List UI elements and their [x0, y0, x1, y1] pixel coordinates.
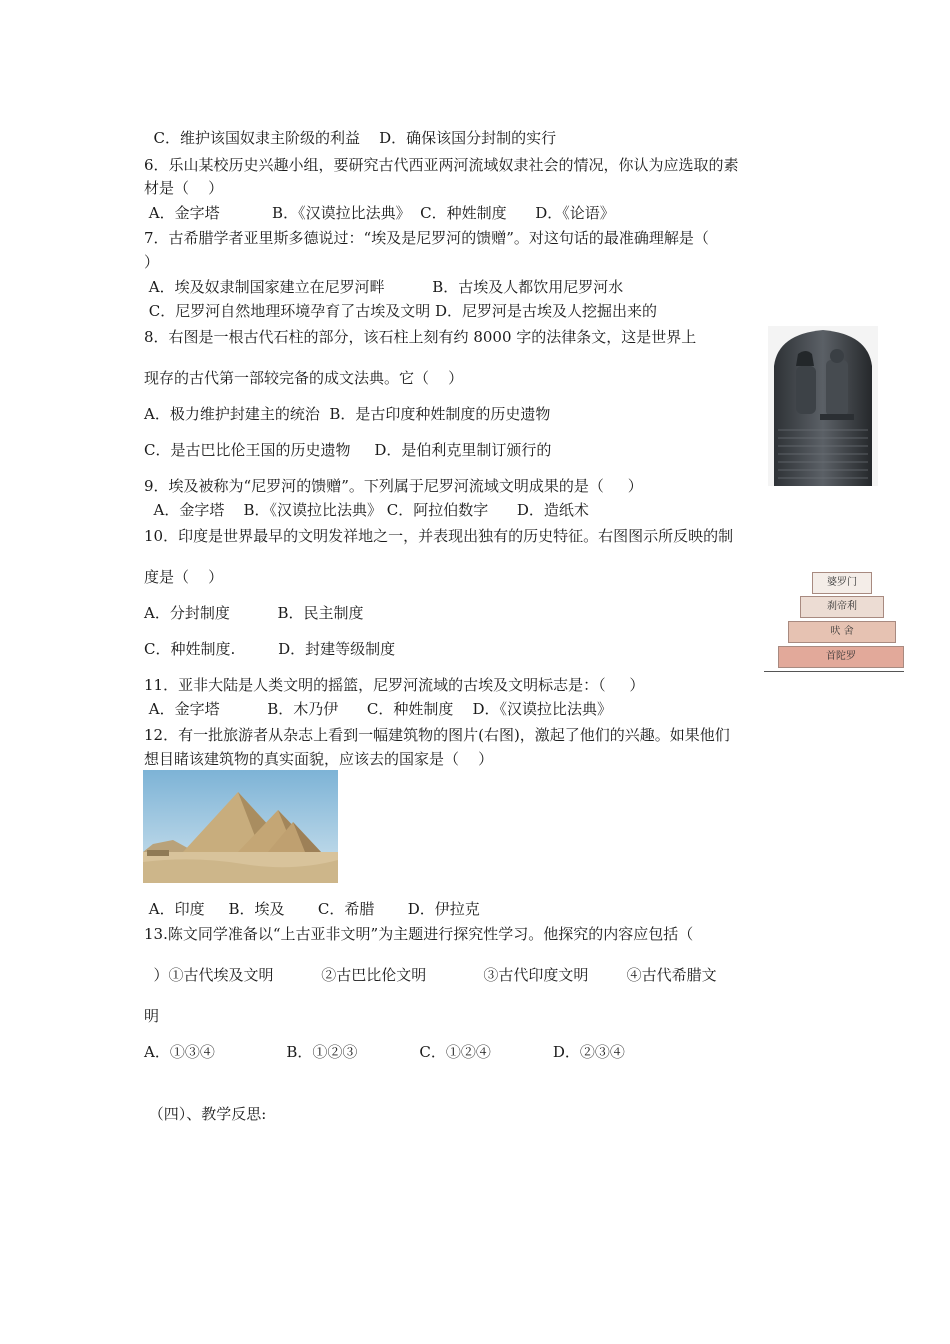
question-11: 11．亚非大陆是人类文明的摇篮，尼罗河流域的古埃及文明标志是：（ ） — [144, 676, 645, 694]
text-line: 度是（ ） — [144, 568, 224, 586]
caste-level: 刹帝利 — [800, 596, 884, 618]
caste-diagram — [764, 572, 904, 674]
question-9: 9．埃及被称为“尼罗河的馈赠”。下列属于尼罗河流域文明成果的是（ ） — [144, 477, 643, 495]
question-7: 7．古希腊学者亚里斯多德说过：“埃及是尼罗河的馈赠”。对这句话的最准确理解是（ — [144, 229, 709, 247]
section-heading: （四）、教学反思: — [144, 1105, 267, 1123]
question-7-options: C．尼罗河自然地理环境孕育了古埃及文明 D．尼罗河是古埃及人挖掘出来的 — [144, 302, 658, 320]
text-line: 明 — [144, 1007, 160, 1025]
ground-line — [764, 671, 904, 672]
text-line: 想目睹该建筑物的真实面貌，应该去的国家是（ ） — [144, 750, 494, 768]
question-11-options: A．金字塔 B．木乃伊 C．种姓制度 D．《汉谟拉比法典》 — [144, 700, 612, 718]
text-line: ） — [144, 253, 160, 271]
question-10-options: A．分封制度 B．民主制度 — [144, 604, 364, 622]
question-8-options: A．极力维护封建主的统治 B．是古印度种姓制度的历史遗物 — [144, 405, 551, 423]
question-9-options: A．金字塔 B．《汉谟拉比法典》 C．阿拉伯数字 D．造纸术 — [144, 501, 589, 519]
question-8-options: C．是古巴比伦王国的历史遗物 D．是伯利克里制订颁行的 — [144, 441, 552, 459]
caste-level: 婆罗门 — [812, 572, 872, 594]
question-8: 8．右图是一根古代石柱的部分，该石柱上刻有约 8000 字的法律条文，这是世界上 — [144, 328, 697, 346]
question-7-options: A．埃及奴隶制国家建立在尼罗河畔 B．古埃及人都饮用尼罗河水 — [144, 278, 624, 296]
question-12-options: A．印度 B．埃及 C．希腊 D．伊拉克 — [144, 900, 480, 918]
question-6: 6．乐山某校历史兴趣小组，要研究古代西亚两河流域奴隶社会的情况，你认为应选取的素 — [144, 156, 739, 174]
text-line: ）①古代埃及文明 ②古巴比伦文明 ③古代印度文明 ④古代希腊文 — [144, 966, 717, 984]
pyramids-image — [143, 770, 338, 883]
caste-level: 吠 舍 — [788, 621, 896, 643]
question-13-options: A．①③④ B．①②③ C．①②④ D．②③④ — [144, 1043, 625, 1061]
text-line: C．维护该国奴隶主阶级的利益 D．确保该国分封制的实行 — [144, 129, 557, 147]
question-10-options: C．种姓制度. D．封建等级制度 — [144, 640, 396, 658]
stele-image — [768, 326, 878, 486]
question-12: 12．有一批旅游者从杂志上看到一幅建筑物的图片(右图)，激起了他们的兴趣。如果他们 — [144, 726, 730, 744]
text-line: 现存的古代第一部较完备的成文法典。它（ ） — [144, 369, 464, 387]
question-13: 13.陈文同学准备以“上古亚非文明”为主题进行探究性学习。他探究的内容应包括（ — [144, 925, 694, 943]
question-10: 10．印度是世界最早的文明发祥地之一，并表现出独有的历史特征。右图图示所反映的制 — [144, 527, 734, 545]
caste-level: 首陀罗 — [778, 646, 904, 668]
text-line: 材是（ ） — [144, 179, 224, 197]
question-6-options: A．金字塔 B．《汉谟拉比法典》 C．种姓制度 D．《论语》 — [144, 204, 615, 222]
